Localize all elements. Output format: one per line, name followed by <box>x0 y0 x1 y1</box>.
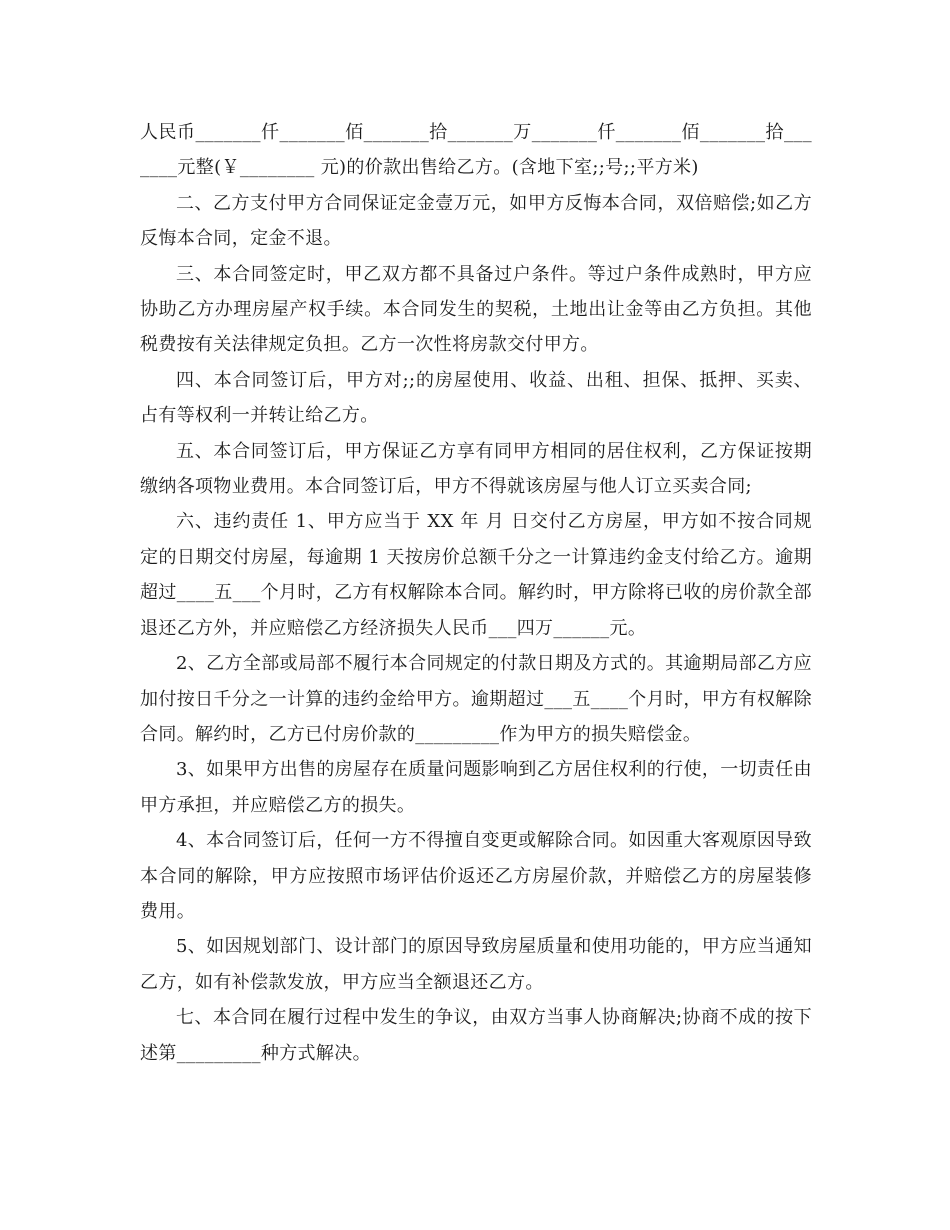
paragraph-clause-2-deposit: 二、乙方支付甲方合同保证定金壹万元，如甲方反悔本合同，双倍赔偿;如乙方反悔本合同，定金不退。 <box>140 192 812 250</box>
paragraph-clause-6-breach-4: 4、本合同签订后，任何一方不得擅自变更或解除合同。如因重大客观原因导致本合同的解除，甲方应按照市场评估价返还乙方房屋价款，并赔偿乙方的房屋装修费用。 <box>140 830 812 922</box>
paragraph-clause-4-rights: 四、本合同签订后，甲方对;;的房屋使用、收益、出租、担保、抵押、买卖、占有等权利一并转让给乙方。 <box>140 369 812 427</box>
paragraph-clause-6-breach-3: 3、如果甲方出售的房屋存在质量问题影响到乙方居住权利的行使，一切责任由甲方承担，并应赔偿乙方的损失。 <box>140 759 812 816</box>
paragraph-clause-5-residence: 五、本合同签订后，甲方保证乙方享有同甲方相同的居住权利，乙方保证按期缴纳各项物业费用。本合同签订后，甲方不得就该房屋与他人订立买卖合同; <box>140 440 812 498</box>
paragraph-clause-6-breach-5: 5、如因规划部门、设计部门的原因导致房屋质量和使用功能的，甲方应当通知乙方，如有补偿款发放，甲方应当全额退还乙方。 <box>140 936 812 993</box>
paragraph-price-clause: 人民币_______仟_______佰_______拾_______万_______仟_______佰_______拾_______元整(￥________ 元)的价款出售给乙方。(含地下室;;号;;平方米) <box>140 122 812 179</box>
paragraph-clause-7-dispute: 七、本合同在履行过程中发生的争议，由双方当事人协商解决;协商不成的按下述第_________种方式解决。 <box>140 1007 812 1064</box>
paragraph-clause-6-breach-1: 六、违约责任 1、甲方应当于 XX 年 月 日交付乙方房屋，甲方如不按合同规定的日期交付房屋，每逾期 1 天按房价总额千分之一计算违约金支付给乙方。逾期超过____五___个月时，乙方有权解除本合同。解约时，甲方除将已收的房价款全部退还乙方外，并应赔偿乙方经济损失人民币___四万______元。 <box>140 511 812 639</box>
paragraph-clause-6-breach-2: 2、乙方全部或局部不履行本合同规定的付款日期及方式的。其逾期局部乙方应加付按日千分之一计算的违约金给甲方。逾期超过___五____个月时，甲方有权解除合同。解约时，乙方已付房价款的_________作为甲方的损失赔偿金。 <box>140 653 812 745</box>
paragraph-clause-3-transfer: 三、本合同签定时，甲乙双方都不具备过户条件。等过户条件成熟时，甲方应协助乙方办理房屋产权手续。本合同发生的契税，土地出让金等由乙方负担。其他税费按有关法律规定负担。乙方一次性将房款交付甲方。 <box>140 263 812 356</box>
document-body <box>140 115 812 1071</box>
